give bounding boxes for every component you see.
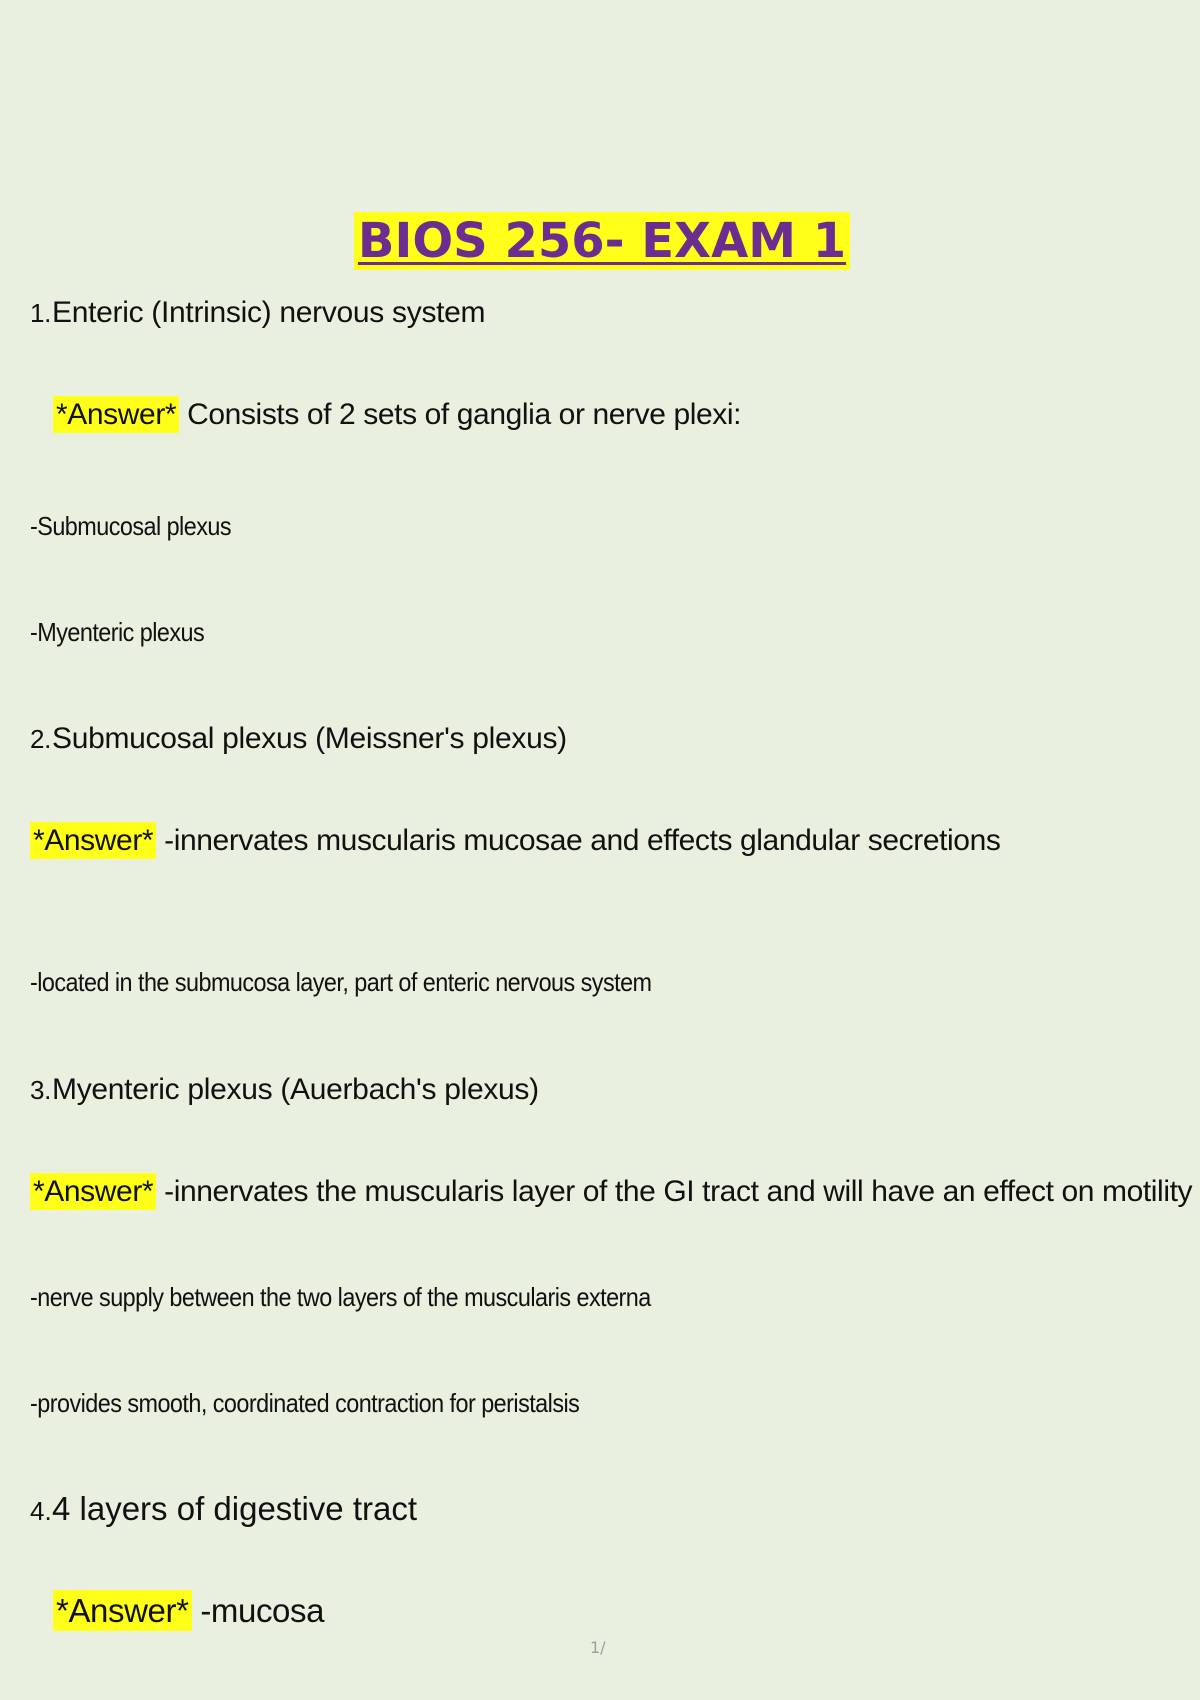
question-4-number: 4.	[30, 1496, 52, 1526]
document-title: BIOS 256- EXAM 1	[354, 212, 850, 270]
answer-2-tag: *Answer*	[30, 822, 156, 859]
question-1-number: 1.	[30, 298, 52, 328]
answer-1-item: -Submucosal plexus	[30, 511, 231, 541]
answer-1-text: Consists of 2 sets of ganglia or nerve plexi:	[187, 398, 742, 431]
question-1	[30, 296, 485, 330]
question-3-number: 3.	[30, 1075, 52, 1105]
answer-3-item: -provides smooth, coordinated contraction for peristalsis	[30, 1388, 580, 1418]
question-4-text: 4 layers of digestive tract	[52, 1490, 417, 1527]
answer-2	[30, 824, 1000, 858]
title-wrapper	[0, 212, 1200, 270]
question-2	[30, 722, 567, 756]
answer-3-tag: *Answer*	[30, 1173, 156, 1210]
question-3-text: Myenteric plexus (Auerbach's plexus)	[52, 1073, 539, 1106]
question-2-text: Submucosal plexus (Meissner's plexus)	[52, 722, 567, 755]
answer-3-item: -nerve supply between the two layers of the muscularis externa	[30, 1282, 651, 1312]
answer-4	[53, 1592, 324, 1630]
question-2-number: 2.	[30, 724, 52, 754]
question-3	[30, 1073, 539, 1107]
answer-2-text: -innervates muscularis mucosae and effects glandular secretions	[164, 824, 1001, 857]
question-4	[30, 1490, 417, 1528]
page-number: 1/	[590, 1638, 606, 1657]
answer-1-item: -Myenteric plexus	[30, 617, 205, 647]
question-1-text: Enteric (Intrinsic) nervous system	[52, 296, 486, 329]
answer-1	[53, 398, 741, 432]
answer-4-tag: *Answer*	[53, 1590, 192, 1631]
answer-1-tag: *Answer*	[53, 396, 179, 433]
answer-3-text: -innervates the muscularis layer of the GI tract and will have an effect on motility	[164, 1175, 1193, 1208]
answer-3	[30, 1175, 1192, 1209]
answer-4-text: -mucosa	[200, 1592, 325, 1629]
answer-2-item: -located in the submucosa layer, part of enteric nervous system	[30, 967, 652, 997]
